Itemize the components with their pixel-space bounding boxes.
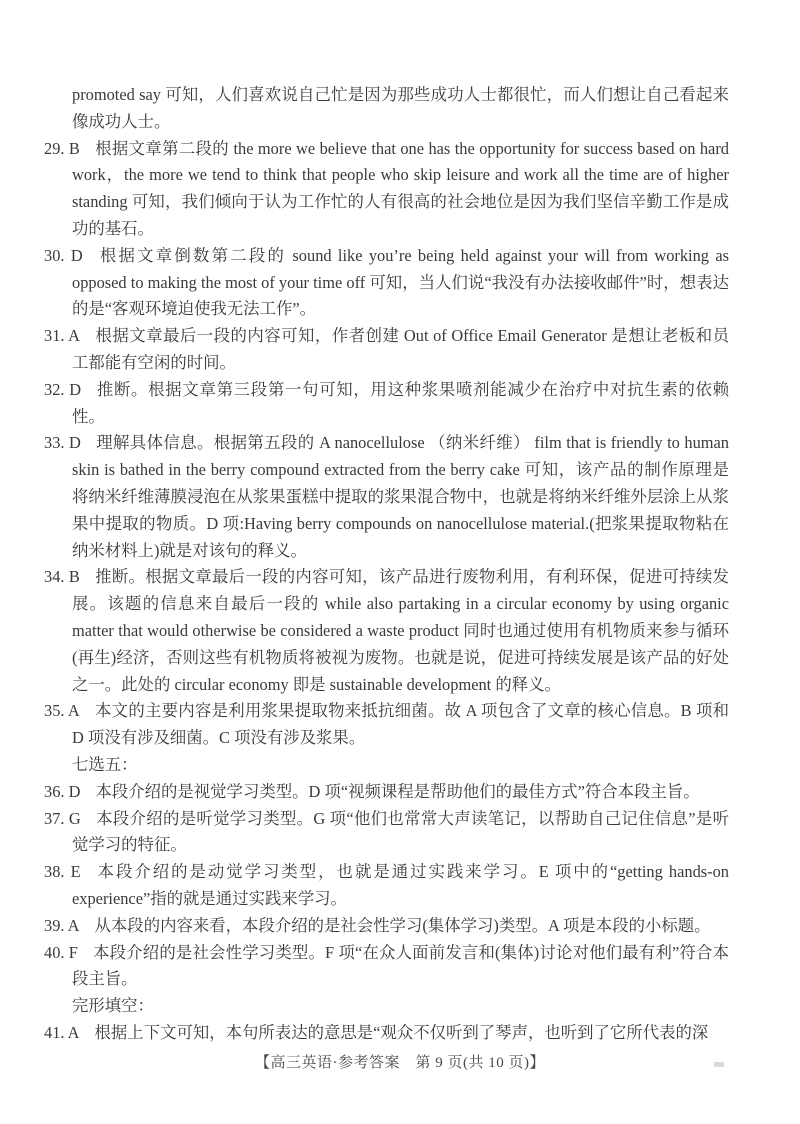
answer-item-31 <box>44 323 729 377</box>
answer-number-label: 35. A <box>44 701 80 721</box>
answer-explanation: 本段介绍的是社会性学习类型。F 项“在众人面前发言和(集体)讨论对他们最有利”符合本段主旨。 <box>72 942 729 989</box>
answer-explanation: 根据上下文可知，本句所表达的意思是“观众不仅听到了琴声，也听到了它所代表的深 <box>94 1022 709 1042</box>
answer-explanation: 根据文章倒数第二段的 sound like you’re being held against your will from working as opposed to making the most of your time off 可知，当人们说“我没有办法接收邮件”时，想表达的是“客观环境迫使我无法工作”。 <box>72 245 729 319</box>
answer-explanation: 推断。根据文章第三段第一句可知，用这种浆果喷剂能减少在治疗中对抗生素的依赖性。 <box>72 379 729 426</box>
answer-number-label: 39. A <box>44 915 80 935</box>
answer-number-label: 34. B <box>44 567 80 587</box>
answer-number-label: 31. A <box>44 326 81 346</box>
answer-number-label: 30. D <box>44 245 83 265</box>
answer-item-38 <box>44 859 729 913</box>
answer-explanation: 从本段的内容来看，本段介绍的是社会性学习(集体学习)类型。A 项是本段的小标题。 <box>94 915 711 935</box>
footer-page-label: 【高三英语·参考答案 第 9 页(共 10 页)】 <box>255 1055 545 1071</box>
answer-explanation: 本文的主要内容是利用浆果提取物来抵抗细菌。故 A 项包含了文章的核心信息。B 项和 D 项没有涉及细菌。C 项没有涉及浆果。 <box>72 701 729 748</box>
answer-item-32 <box>44 377 729 431</box>
answer-number-label: 41. A <box>44 1022 80 1042</box>
answer-item-41 <box>44 1020 729 1047</box>
answer-item-30 <box>44 243 729 323</box>
answer-explanation: 根据文章第二段的 the more we believe that one has the opportunity for success based on hard work，the more we tend to think that people who skip leisure and work all the time are of higher standing 可知，我们倾向于认为工作忙的人有很高的社会地位是因为我们坚信辛勤工作是成功的基石。 <box>72 138 729 238</box>
answer-item-28-continuation <box>72 82 729 136</box>
answer-item-35 <box>44 698 729 752</box>
answer-number-label: 37. G <box>44 808 81 828</box>
answer-number-label: 32. D <box>44 379 82 399</box>
answer-item-39 <box>44 913 729 940</box>
answer-number-label: 36. D <box>44 781 81 801</box>
page-footer <box>0 1053 800 1073</box>
answer-number-label: 38. E <box>44 862 81 882</box>
answer-explanation: 本段介绍的是视觉学习类型。D 项“视频课程是帮助他们的最佳方式”符合本段主旨。 <box>95 781 700 801</box>
section-header-cloze-test: 完形填空： <box>72 996 154 1016</box>
answer-item-40 <box>44 940 729 994</box>
scan-smudge-artifact <box>714 1062 724 1067</box>
answer-explanation: 本段介绍的是动觉学习类型，也就是通过实践来学习。E 项中的“getting hands-on experience”指的就是通过实践来学习。 <box>72 862 729 908</box>
section-header-seven-choose-five: 七选五： <box>72 754 138 774</box>
answer-item-36 <box>44 779 729 806</box>
answer-item-34 <box>44 564 729 698</box>
answer-item-29 <box>44 136 729 243</box>
answer-item-37 <box>44 806 729 860</box>
answer-explanation: 根据文章最后一段的内容可知，作者创建 Out of Office Email Generator 是想让老板和员工都能有空闲的时间。 <box>72 326 729 372</box>
answer-number-label: 33. D <box>44 433 81 453</box>
answer-explanation: 理解具体信息。根据第五段的 A nanocellulose （纳米纤维） film that is friendly to human skin is bathed in the berry compound extracted from the berry cake 可知，该产品的制作原理是将纳米纤维薄膜浸泡在从浆果蛋糕中提取的浆果混合物中，也就是将纳米纤维外层涂上从浆果中提取的物质。D 项:Having berry compounds on nanocellulose material.(把浆果提取物粘在纳米材料上)就是对该句的释义。 <box>72 433 729 560</box>
answer-list <box>44 82 729 1047</box>
answer-number-label: 40. F <box>44 942 78 962</box>
answer-explanation: 本段介绍的是听觉学习类型。G 项“他们也常常大声读笔记，以帮助自己记住信息”是听觉学习的特征。 <box>72 808 729 855</box>
answer-explanation: promoted say 可知，人们喜欢说自己忙是因为那些成功人士都很忙，而人们想让自己看起来像成功人士。 <box>72 85 729 131</box>
answer-number-label: 29. B <box>44 138 80 158</box>
answer-item-33 <box>44 430 729 564</box>
answer-explanation: 推断。根据文章最后一段的内容可知，该产品进行废物利用，有利环保，促进可持续发展。该题的信息来自最后一段的 while also partaking in a circular economy by using organic matter that would otherwise be considered a waste product 同时也通过使用有机物质来参与循环(再生)经济，否则这些有机物质将被视为废物。也就是说，促进可持续发展是该产品的好处之一。此处的 circular economy 即是 sustainable development 的释义。 <box>72 567 729 694</box>
